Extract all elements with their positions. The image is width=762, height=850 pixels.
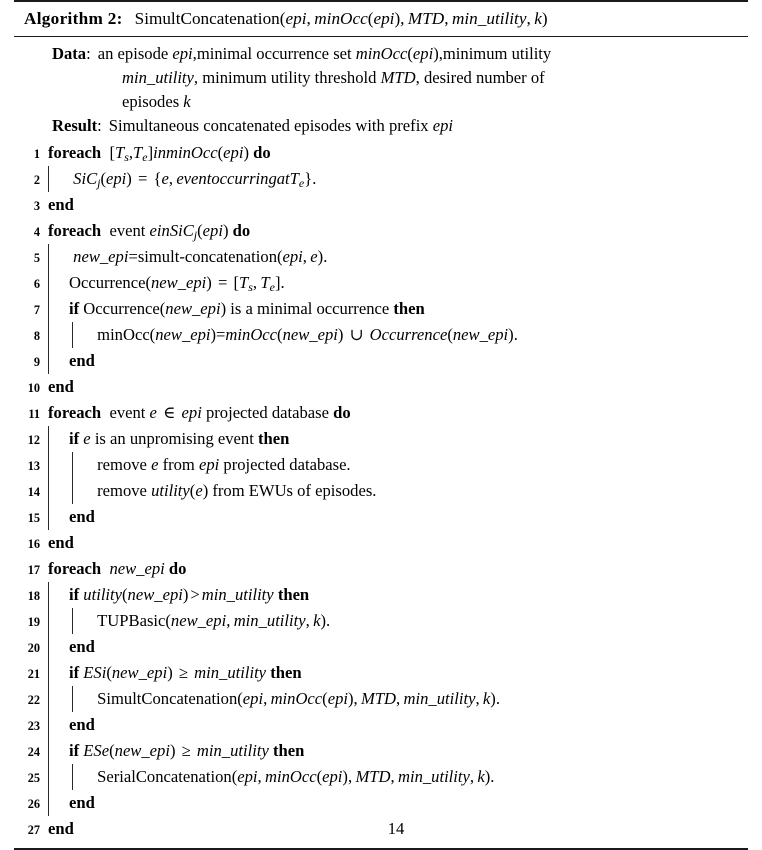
indent-guide	[48, 712, 68, 738]
line-text: SiC$_j$(epi) = {e, eventoccurringatT$_e$}.	[73, 168, 317, 190]
line-content	[40, 504, 748, 530]
line-content	[40, 140, 748, 166]
line-content	[40, 478, 748, 504]
indent-guide	[48, 348, 68, 374]
algo-line	[14, 400, 748, 426]
algo-line	[14, 244, 748, 270]
algorithm-body	[14, 139, 748, 844]
algo-line	[14, 660, 748, 686]
line-text: end	[69, 792, 95, 812]
line-content	[40, 348, 748, 374]
line-text: remove utility(e) from EWUs of episodes.	[93, 480, 377, 500]
indent-guide	[48, 582, 68, 608]
line-text: foreach event e ∈ epi projected database do	[48, 402, 351, 422]
line-number: 23	[27, 718, 40, 733]
result-text: Simultaneous concatenated episodes with prefix epi	[108, 115, 454, 135]
line-number: 13	[27, 458, 40, 473]
line-content	[40, 530, 748, 556]
algo-line	[14, 634, 748, 660]
line-content	[40, 244, 748, 270]
line-number: 18	[27, 588, 40, 603]
line-text: end	[69, 636, 95, 656]
line-text: if e is an unpromising event then	[69, 428, 290, 448]
algo-line	[14, 790, 748, 816]
indent-guide	[72, 608, 92, 634]
line-content	[40, 608, 748, 634]
indent-guide	[48, 790, 68, 816]
line-text: TUPBasic(new_epi, min_utility, k).	[97, 610, 331, 630]
algo-line	[14, 478, 748, 504]
indent-guide	[48, 296, 68, 322]
algorithm-signature: SimultConcatenation(epi, minOcc(epi), MTD, min_utility, k)	[134, 9, 548, 28]
algo-line	[14, 374, 748, 400]
line-content	[40, 790, 748, 816]
line-content	[40, 686, 748, 712]
algo-line	[14, 270, 748, 296]
line-number: 10	[27, 380, 40, 395]
result-label: Result:	[52, 115, 102, 135]
algo-line	[14, 608, 748, 634]
line-text: Occurrence(new_epi) = [$T_s$, $T_e$].	[69, 272, 285, 294]
algo-line	[14, 764, 748, 790]
data-text-line-1: an episode epi,minimal occurrence set minOcc(epi),minimum utility	[97, 44, 552, 64]
line-number: 22	[27, 692, 40, 707]
algorithm-block	[14, 0, 748, 850]
line-text: SimultConcatenation(epi, minOcc(epi), MTD, min_utility, k).	[97, 688, 500, 708]
line-content	[40, 582, 748, 608]
line-number: 21	[27, 666, 40, 681]
algo-line	[14, 582, 748, 608]
algo-line	[14, 218, 748, 244]
line-content	[40, 374, 748, 400]
line-text: end	[69, 350, 95, 370]
line-number: 20	[27, 640, 40, 655]
indent-guide	[48, 504, 68, 530]
indent-guide	[48, 166, 68, 192]
line-number: 26	[27, 796, 40, 811]
indent-guide	[48, 660, 68, 686]
line-text: end	[48, 818, 74, 838]
indent-guide	[48, 426, 68, 452]
line-number: 17	[27, 562, 40, 577]
line-content	[40, 712, 748, 738]
algo-line	[14, 738, 748, 764]
line-number: 25	[27, 770, 40, 785]
indent-guide	[48, 322, 68, 348]
indent-guide	[48, 244, 68, 270]
indent-guide	[72, 322, 92, 348]
line-text: end	[69, 714, 95, 734]
algo-line	[14, 556, 748, 582]
line-content	[40, 400, 748, 426]
algo-line	[14, 686, 748, 712]
data-label: Data:	[52, 44, 91, 64]
algo-line	[14, 140, 748, 166]
algo-line	[14, 166, 748, 192]
line-number: 4	[33, 224, 40, 239]
algorithm-io-block	[14, 37, 748, 139]
line-text: foreach event einSiC$_j$(epi) do	[48, 220, 251, 242]
line-number: 11	[28, 406, 40, 421]
algorithm-keyword: Algorithm 2:	[24, 9, 123, 28]
line-number: 12	[27, 432, 40, 447]
line-content	[40, 166, 748, 192]
line-text: end	[69, 506, 95, 526]
line-number: 24	[27, 744, 40, 759]
bottom-rule	[14, 848, 748, 850]
line-text: end	[48, 376, 74, 396]
algorithm-caption	[14, 2, 748, 36]
algo-line	[14, 504, 748, 530]
line-number: 6	[33, 276, 40, 291]
line-text: remove e from epi projected database.	[93, 454, 351, 474]
algo-line	[14, 296, 748, 322]
line-content	[40, 452, 748, 478]
line-text: end	[48, 194, 74, 214]
line-text: if Occurrence(new_epi) is a minimal occurrence then	[69, 298, 425, 318]
algo-line	[14, 530, 748, 556]
line-content	[40, 270, 748, 296]
line-text: end	[48, 532, 74, 552]
line-content	[40, 218, 748, 244]
data-text-line-3: episodes k	[122, 91, 191, 111]
line-content	[40, 192, 748, 218]
line-number: 3	[33, 198, 40, 213]
line-number: 27	[27, 822, 40, 837]
indent-guide	[72, 686, 92, 712]
line-number: 1	[33, 146, 40, 161]
line-content	[40, 634, 748, 660]
line-content	[40, 738, 748, 764]
indent-guide	[48, 634, 68, 660]
line-text: SerialConcatenation(epi, minOcc(epi), MTD, min_utility, k).	[97, 766, 495, 786]
result-row	[14, 114, 748, 138]
line-text: foreach $[T_s,T_e]inminOcc(epi)$ do	[48, 142, 271, 164]
line-content	[40, 764, 748, 790]
line-content	[40, 296, 748, 322]
indent-guide	[48, 764, 68, 790]
indent-guide	[48, 686, 68, 712]
indent-guide	[72, 452, 92, 478]
algo-line	[14, 452, 748, 478]
data-row	[14, 42, 748, 66]
line-text: minOcc(new_epi)=minOcc(new_epi) ∪ Occurrence(new_epi).	[97, 324, 518, 344]
line-content	[40, 426, 748, 452]
algo-line	[14, 426, 748, 452]
line-number: 5	[33, 250, 40, 265]
line-text: foreach new_epi do	[48, 558, 187, 578]
algo-line	[14, 322, 748, 348]
line-content	[40, 322, 748, 348]
indent-guide	[72, 478, 92, 504]
line-number: 16	[27, 536, 40, 551]
line-text: if ESe(new_epi) ≥ min_utility then	[69, 740, 305, 760]
indent-guide	[48, 452, 68, 478]
algo-line	[14, 192, 748, 218]
line-text: new_epi=simult-concatenation(epi, e).	[73, 246, 328, 266]
line-text: if ESi(new_epi) ≥ min_utility then	[69, 662, 302, 682]
data-text-line-2: min_utility, minimum utility threshold MTD, desired number of	[122, 67, 545, 87]
line-number: 14	[27, 484, 40, 499]
indent-guide	[48, 608, 68, 634]
indent-guide	[72, 764, 92, 790]
line-text: if utility(new_epi) > min_utility then	[69, 584, 310, 604]
line-number: 2	[33, 172, 40, 187]
line-content	[40, 556, 748, 582]
indent-guide	[48, 270, 68, 296]
indent-guide	[48, 478, 68, 504]
line-number: 8	[33, 328, 40, 343]
algo-line	[14, 348, 748, 374]
algo-line	[14, 712, 748, 738]
line-number: 9	[33, 354, 40, 369]
line-content	[40, 660, 748, 686]
indent-guide	[48, 738, 68, 764]
line-number: 15	[27, 510, 40, 525]
page-number: 14	[387, 818, 405, 838]
line-number: 19	[27, 614, 40, 629]
line-number: 7	[33, 302, 40, 317]
